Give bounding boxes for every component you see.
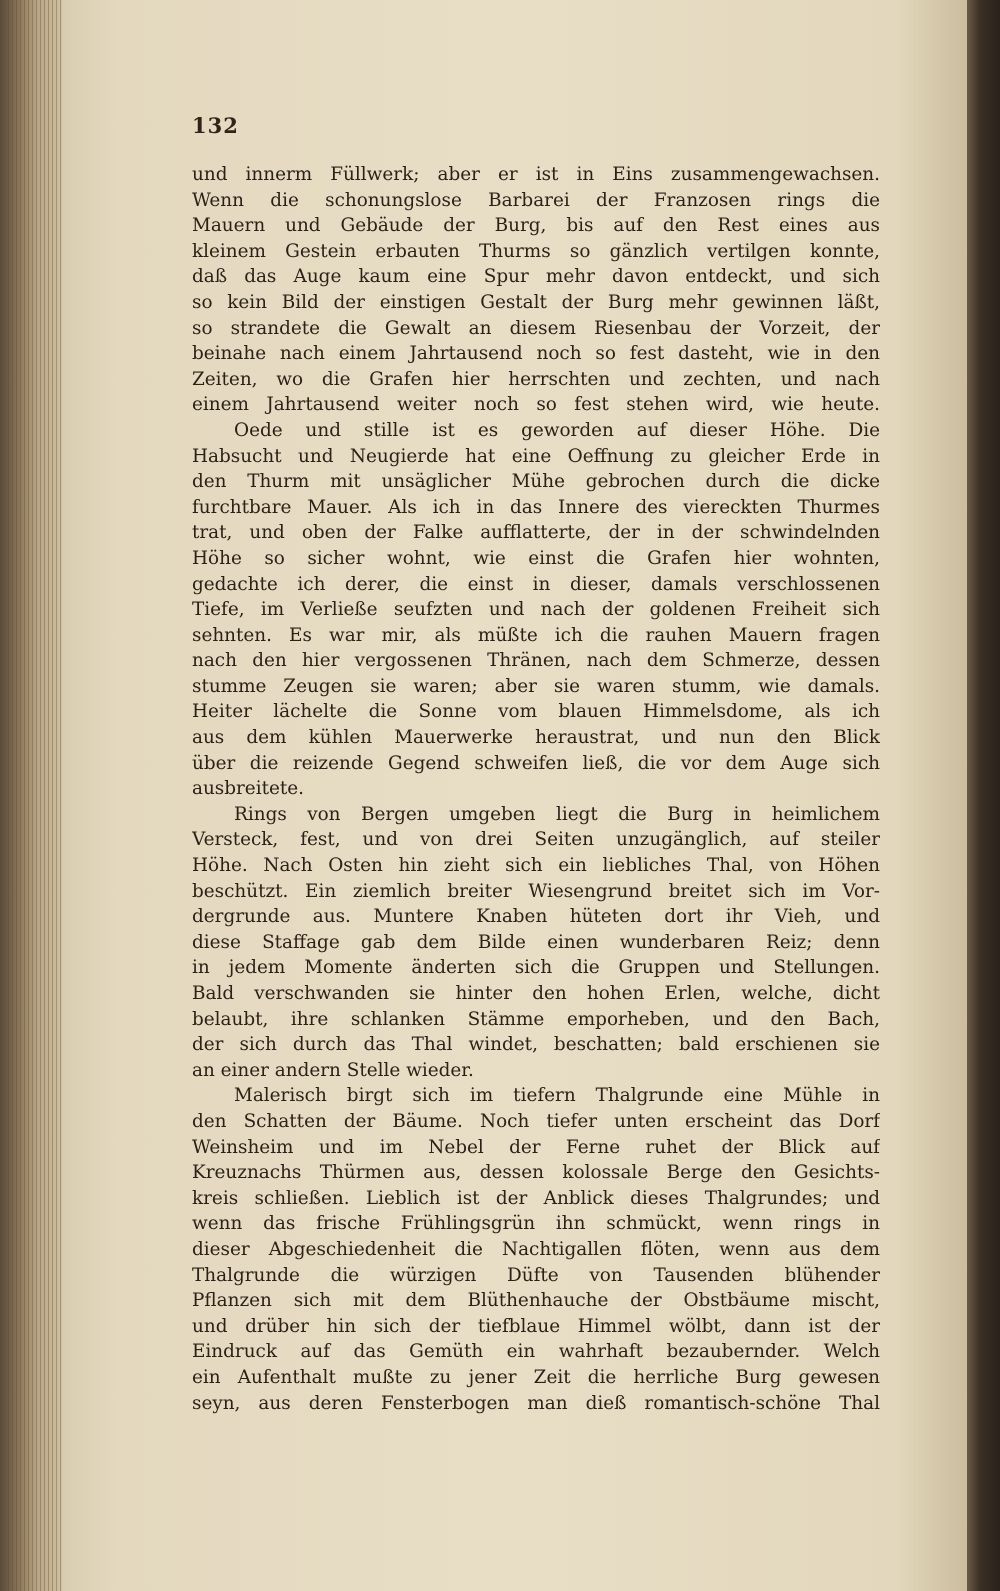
text-line: den Thurm mit unsäglicher Mühe gebrochen durch die dicke (192, 471, 880, 493)
text-line: Weinsheim und im Nebel der Ferne ruhet der Blick auf (192, 1136, 880, 1158)
text-line: Malerisch birgt sich im tiefern Thalgrunde eine Mühle in (234, 1085, 880, 1107)
text-line: diese Staffage gab dem Bilde einen wunderbaren Reiz; denn (192, 931, 880, 953)
book-cover-edge (967, 0, 1000, 1591)
text-line: der sich durch das Thal windet, beschatten; bald erschienen sie (192, 1034, 880, 1056)
text-line: wenn das frische Frühlingsgrün ihn schmückt, wenn rings in (192, 1213, 880, 1235)
text-line: an einer andern Stelle wieder. (192, 1059, 474, 1081)
text-line: Bald verschwanden sie hinter den hohen Erlen, welche, dicht (192, 983, 880, 1004)
text-line: dergrunde aus. Muntere Knaben hüteten dort ihr Vieh, und (192, 906, 880, 928)
text-line: Zeiten, wo die Grafen hier herrschten und zechten, und nach (192, 368, 880, 390)
text-line: in jedem Momente änderten sich die Gruppen und Stellungen. (192, 957, 880, 979)
text-line: Thalgrunde die würzigen Düfte von Tausenden blühender (192, 1264, 880, 1286)
text-line: daß das Auge kaum eine Spur mehr davon entdeckt, und sich (192, 266, 880, 288)
text-line: ausbreitete. (192, 778, 304, 800)
text-line: Wenn die schonungslose Barbarei der Franzosen rings die (192, 189, 880, 211)
text-line: Eindruck auf das Gemüth ein wahrhaft bezaubernder. Welch (192, 1341, 880, 1363)
text-line: Versteck, fest, und von drei Seiten unzugänglich, auf steiler (192, 829, 880, 851)
text-line: dieser Abgeschiedenheit die Nachtigallen flöten, wenn aus dem (192, 1238, 880, 1260)
text-line: gedachte ich derer, die einst in dieser, damals verschlossenen (192, 573, 880, 595)
book-gutter (0, 0, 62, 1591)
text-line: einem Jahrtausend weiter noch so fest stehen wird, wie heute. (192, 394, 880, 416)
text-line: Heiter lächelte die Sonne vom blauen Himmelsdome, als ich (192, 701, 880, 723)
text-line: Oede und stille ist es geworden auf dieser Höhe. Die (234, 419, 880, 441)
text-line: nach den hier vergossenen Thränen, nach dem Schmerze, dessen (192, 650, 880, 672)
text-line: so kein Bild der einstigen Gestalt der Burg mehr gewinnen läßt, (192, 291, 880, 313)
text-line: über die reizende Gegend schweifen ließ, die vor dem Auge sich (192, 752, 880, 774)
text-line: beschützt. Ein ziemlich breiter Wiesengrund breitet sich im Vor- (192, 880, 880, 902)
text-line: Höhe. Nach Osten hin zieht sich ein liebliches Thal, von Höhen (192, 855, 880, 877)
text-line: und innerm Füllwerk; aber er ist in Eins zusammengewachsen. (192, 164, 880, 185)
text-line: belaubt, ihre schlanken Stämme emporheben, und den Bach, (192, 1008, 880, 1030)
text-line: Rings von Bergen umgeben liegt die Burg in heimlichem (234, 803, 880, 825)
text-line: und drüber hin sich der tiefblaue Himmel wölbt, dann ist der (192, 1315, 880, 1337)
text-line: Kreuznachs Thürmen aus, dessen kolossale Berge den Gesichts- (192, 1162, 880, 1184)
text-line: stumme Zeugen sie waren; aber sie waren stumm, wie damals. (192, 675, 880, 697)
text-line: seyn, aus deren Fensterbogen man dieß romantisch-schöne Thal (192, 1392, 880, 1414)
text-line: Höhe so sicher wohnt, wie einst die Grafen hier wohnten, (192, 547, 880, 569)
text-line: sehnten. Es war mir, als müßte ich die rauhen Mauern fragen (192, 624, 880, 646)
text-line: Mauern und Gebäude der Burg, bis auf den Rest eines aus (192, 215, 880, 237)
text-line: furchtbare Mauer. Als ich in das Innere des viereckten Thurmes (192, 496, 880, 518)
text-line: ein Aufenthalt mußte zu jener Zeit die herrliche Burg gewesen (192, 1366, 880, 1388)
page-number: 132 (192, 113, 239, 138)
text-line: den Schatten der Bäume. Noch tiefer unten erscheint das Dorf (192, 1110, 880, 1132)
text-line: Pflanzen sich mit dem Blüthenhauche der Obstbäume mischt, (192, 1290, 880, 1312)
text-line: aus dem kühlen Mauerwerke heraustrat, und nun den Blick (192, 727, 880, 749)
page-edges (8, 0, 62, 1591)
text-line: beinahe nach einem Jahrtausend noch so fest dasteht, wie in den (192, 343, 880, 365)
text-line: trat, und oben der Falke aufflatterte, der in der schwindelnden (192, 522, 880, 544)
body-text (192, 162, 880, 1416)
text-line: kleinem Gestein erbauten Thurms so gänzlich vertilgen konnte, (192, 240, 880, 262)
text-line: Tiefe, im Verließe seufzten und nach der goldenen Freiheit sich (192, 599, 880, 621)
text-line: so strandete die Gewalt an diesem Riesenbau der Vorzeit, der (192, 317, 880, 339)
text-line: kreis schließen. Lieblich ist der Anblick dieses Thalgrundes; und (192, 1187, 880, 1209)
text-line: Habsucht und Neugierde hat eine Oeffnung zu gleicher Erde in (192, 445, 880, 467)
